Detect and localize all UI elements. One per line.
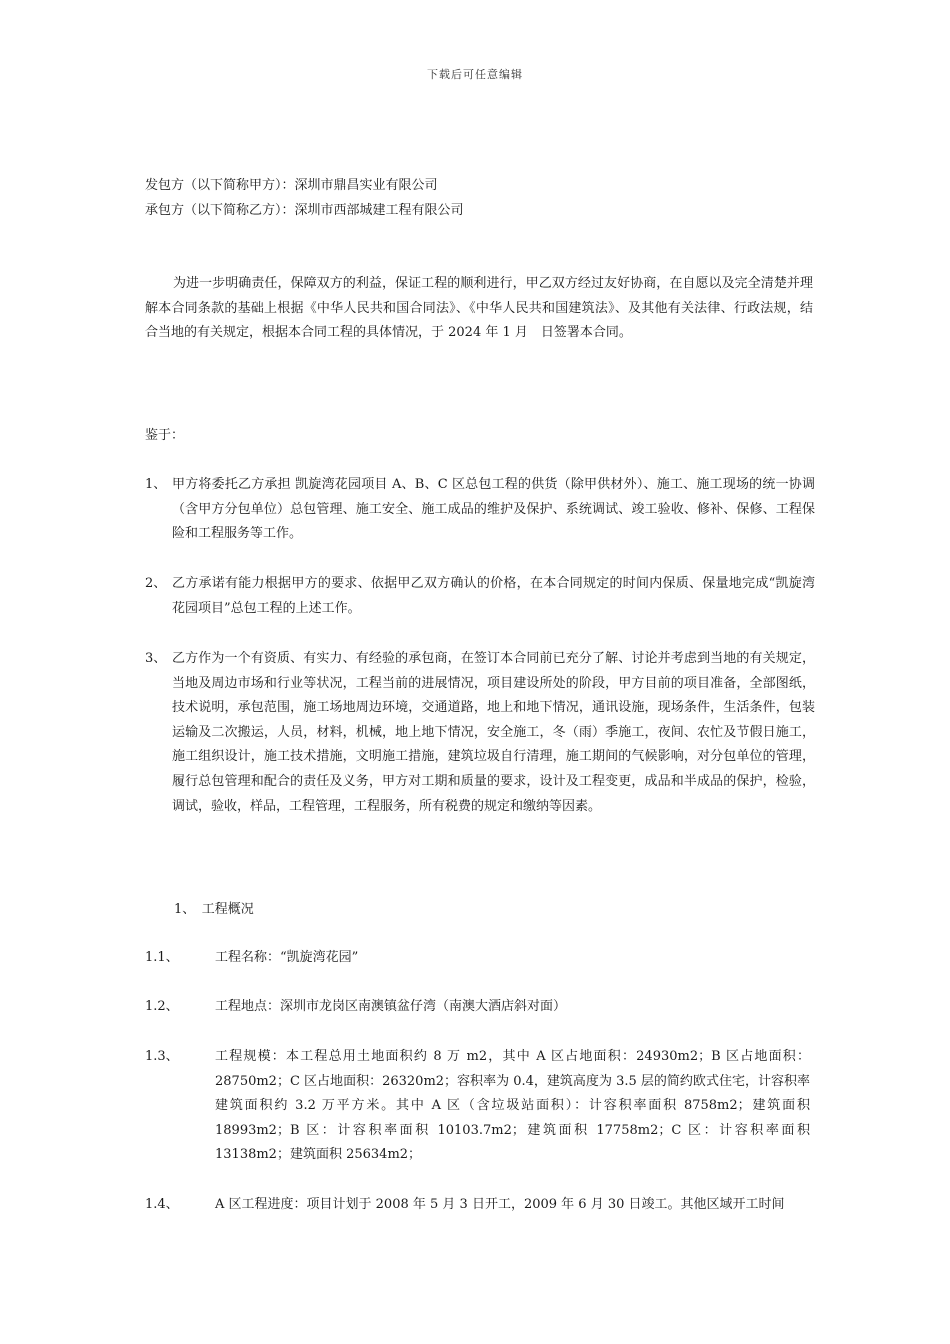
whereas-label: 鉴于： — [145, 428, 185, 443]
section-item-number: 1.4、 — [145, 1197, 179, 1212]
intro-paragraph: 为进一步明确责任，保障双方的利益，保证工程的顺利进行，甲乙双方经过友好协商，在自愿以及完全清楚并理解本合同条款的基础上根据《中华人民共和国合同法》、《中华人民共和国建筑法》、及其他有关法律、行政法规，结合当地的有关规定，根据本合同工程的具体情况，于 2024 年 1 月 日签署本合同。 — [145, 276, 813, 341]
whereas-item-number: 3、 — [145, 651, 167, 666]
whereas-item-text: 乙方作为一个有资质、有实力、有经验的承包商，在签订本合同前已充分了解、讨论并考虑到当地的有关规定，当地及周边市场和行业等状况，工程当前的进展情况，项目建设所处的阶段，甲方目前的项目准备，全部图纸，技术说明，承包范围，施工场地周边环境，交通道路，地上和地下情况，通讯设施，现场条件，生活条件，包装运输及二次搬运，人员，材料，机械，地上地下情况，安全施工，冬（雨）季施工，夜间、农忙及节假日施工，施工组织设计，施工技术措施，文明施工措施，建筑垃圾自行清理，施工期间的气候影响，对分包单位的管理，履行总包管理和配合的责任及义务，甲方对工期和质量的要求，设计及工程变更，成品和半成品的保护，检验，调试，验收，样品，工程管理，工程服务，所有税费的规定和缴纳等因素。 — [172, 651, 815, 814]
header-note: 下载后可任意编辑 — [427, 68, 523, 81]
section-item-text: 工程地点：深圳市龙岗区南澳镇盆仔湾（南澳大酒店斜对面） — [215, 999, 567, 1014]
section-title: 1、 工程概况 — [174, 902, 254, 917]
section-item-number: 1.1、 — [145, 950, 179, 965]
section-item-number: 1.2、 — [145, 999, 179, 1014]
section-item-text: 工程名称：“凯旋湾花园” — [215, 950, 359, 965]
section-item-text: 工程规模：本工程总用土地面积约 8 万 m2，其中 A 区占地面积：24930m2；B 区占地面积：28750m2；C 区占地面积：26320m2；容积率为 0.4，建筑高度为 3.5 层的简约欧式住宅，计容积率建筑面积约 3.2 万平方米。其中 A 区（含垃圾站面积）：计容积率面积 8758m2；建筑面积 18993m2；B 区：计容积率面积 10103.7m2；建筑面积 17758m2；C 区：计容积率面积 13138m2；建筑面积 25634m2； — [215, 1049, 810, 1163]
section-item-text: A 区工程进度：项目计划于 2008 年 5 月 3 日开工，2009 年 6 月 30 日竣工。其他区域开工时间 — [215, 1197, 785, 1212]
party-b-line: 承包方（以下简称乙方）：深圳市西部城建工程有限公司 — [145, 203, 464, 218]
whereas-item-text: 甲方将委托乙方承担 凯旋湾花园项目 A、B、C 区总包工程的供货（除甲供材外）、施工、施工现场的统一协调（含甲方分包单位）总包管理、施工安全、施工成品的维护及保护、系统调试、竣工验收、修补、保修、工程保险和工程服务等工作。 — [172, 477, 815, 542]
section-item-number: 1.3、 — [145, 1049, 179, 1064]
party-a-line: 发包方（以下简称甲方）：深圳市鼎昌实业有限公司 — [145, 178, 438, 193]
whereas-item-text: 乙方承诺有能力根据甲方的要求、依据甲乙双方确认的价格，在本合同规定的时间内保质、保量地完成“凯旋湾花园项目”总包工程的上述工作。 — [172, 576, 815, 616]
whereas-item-number: 1、 — [145, 477, 167, 492]
whereas-item-number: 2、 — [145, 576, 167, 591]
